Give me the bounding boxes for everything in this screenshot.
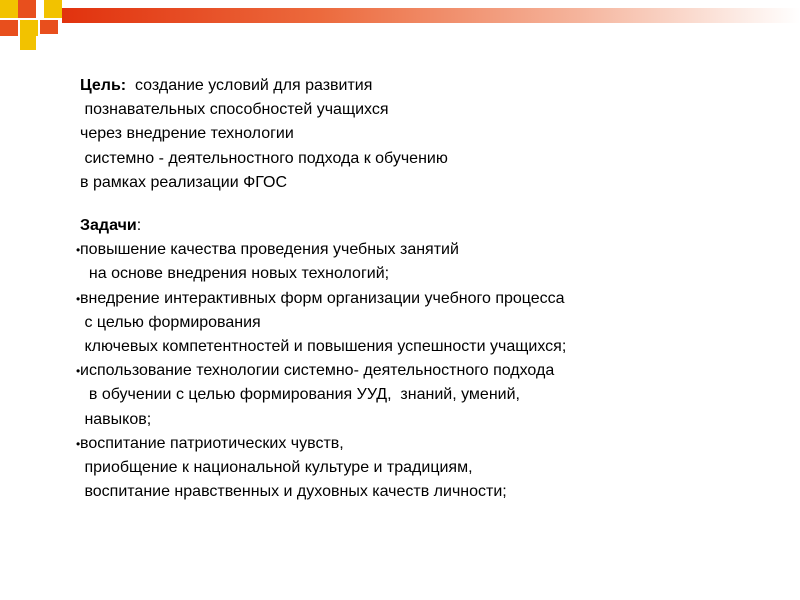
decor-square: [40, 20, 58, 34]
task-line: • использование технологии системно- деятельностного подхода: [80, 359, 780, 383]
task-line: с целью формирования: [80, 313, 261, 331]
tasks-label: Задачи: [80, 217, 137, 235]
decor-square: [44, 0, 62, 18]
goal-text: создание условий для развития: [126, 77, 373, 94]
decor-square: [0, 20, 18, 36]
goal-line: через внедрение технологии: [80, 125, 294, 143]
decor-square: [18, 0, 36, 18]
task-line: приобщение к национальной культуре и традициям,: [80, 459, 473, 477]
tasks-label-suffix: :: [136, 217, 142, 235]
decor-square: [20, 36, 36, 50]
bullet-icon: •: [76, 243, 81, 258]
goal-line: системно - деятельностного подхода к обучению: [80, 149, 448, 167]
goal-line: в рамках реализации ФГОС: [80, 173, 288, 191]
task-item: [76, 359, 780, 432]
task-line: воспитание нравственных и духовных качеств личности;: [80, 483, 507, 501]
goal-label: Цель:: [80, 77, 127, 94]
goal-line: [80, 74, 780, 98]
task-line: в обучении с целью формирования УУД, знаний, умений,: [80, 386, 520, 404]
task-line: • внедрение интерактивных форм организации учебного процесса: [80, 287, 780, 311]
bullet-icon: •: [76, 436, 81, 451]
task-line: • повышение качества проведения учебных занятий: [80, 238, 780, 262]
task-item: [76, 238, 780, 286]
task-line: навыков;: [80, 410, 152, 428]
header-gradient-band: [62, 8, 800, 23]
task-line: на основе внедрения новых технологий;: [80, 265, 390, 283]
bullet-icon: •: [76, 291, 81, 306]
task-line: • воспитание патриотических чувств,: [80, 432, 780, 456]
task-item: [76, 432, 780, 505]
goal-line: познавательных способностей учащихся: [80, 101, 389, 119]
goal-section: [80, 74, 780, 195]
decor-square: [0, 0, 18, 18]
tasks-section: [76, 214, 780, 504]
bullet-icon: •: [76, 364, 81, 379]
task-item: [76, 287, 780, 360]
slide-body: [76, 74, 780, 504]
task-line: ключевых компетентностей и повышения успешности учащихся;: [80, 338, 567, 356]
decor-square: [20, 20, 38, 36]
tasks-heading: [80, 214, 780, 238]
